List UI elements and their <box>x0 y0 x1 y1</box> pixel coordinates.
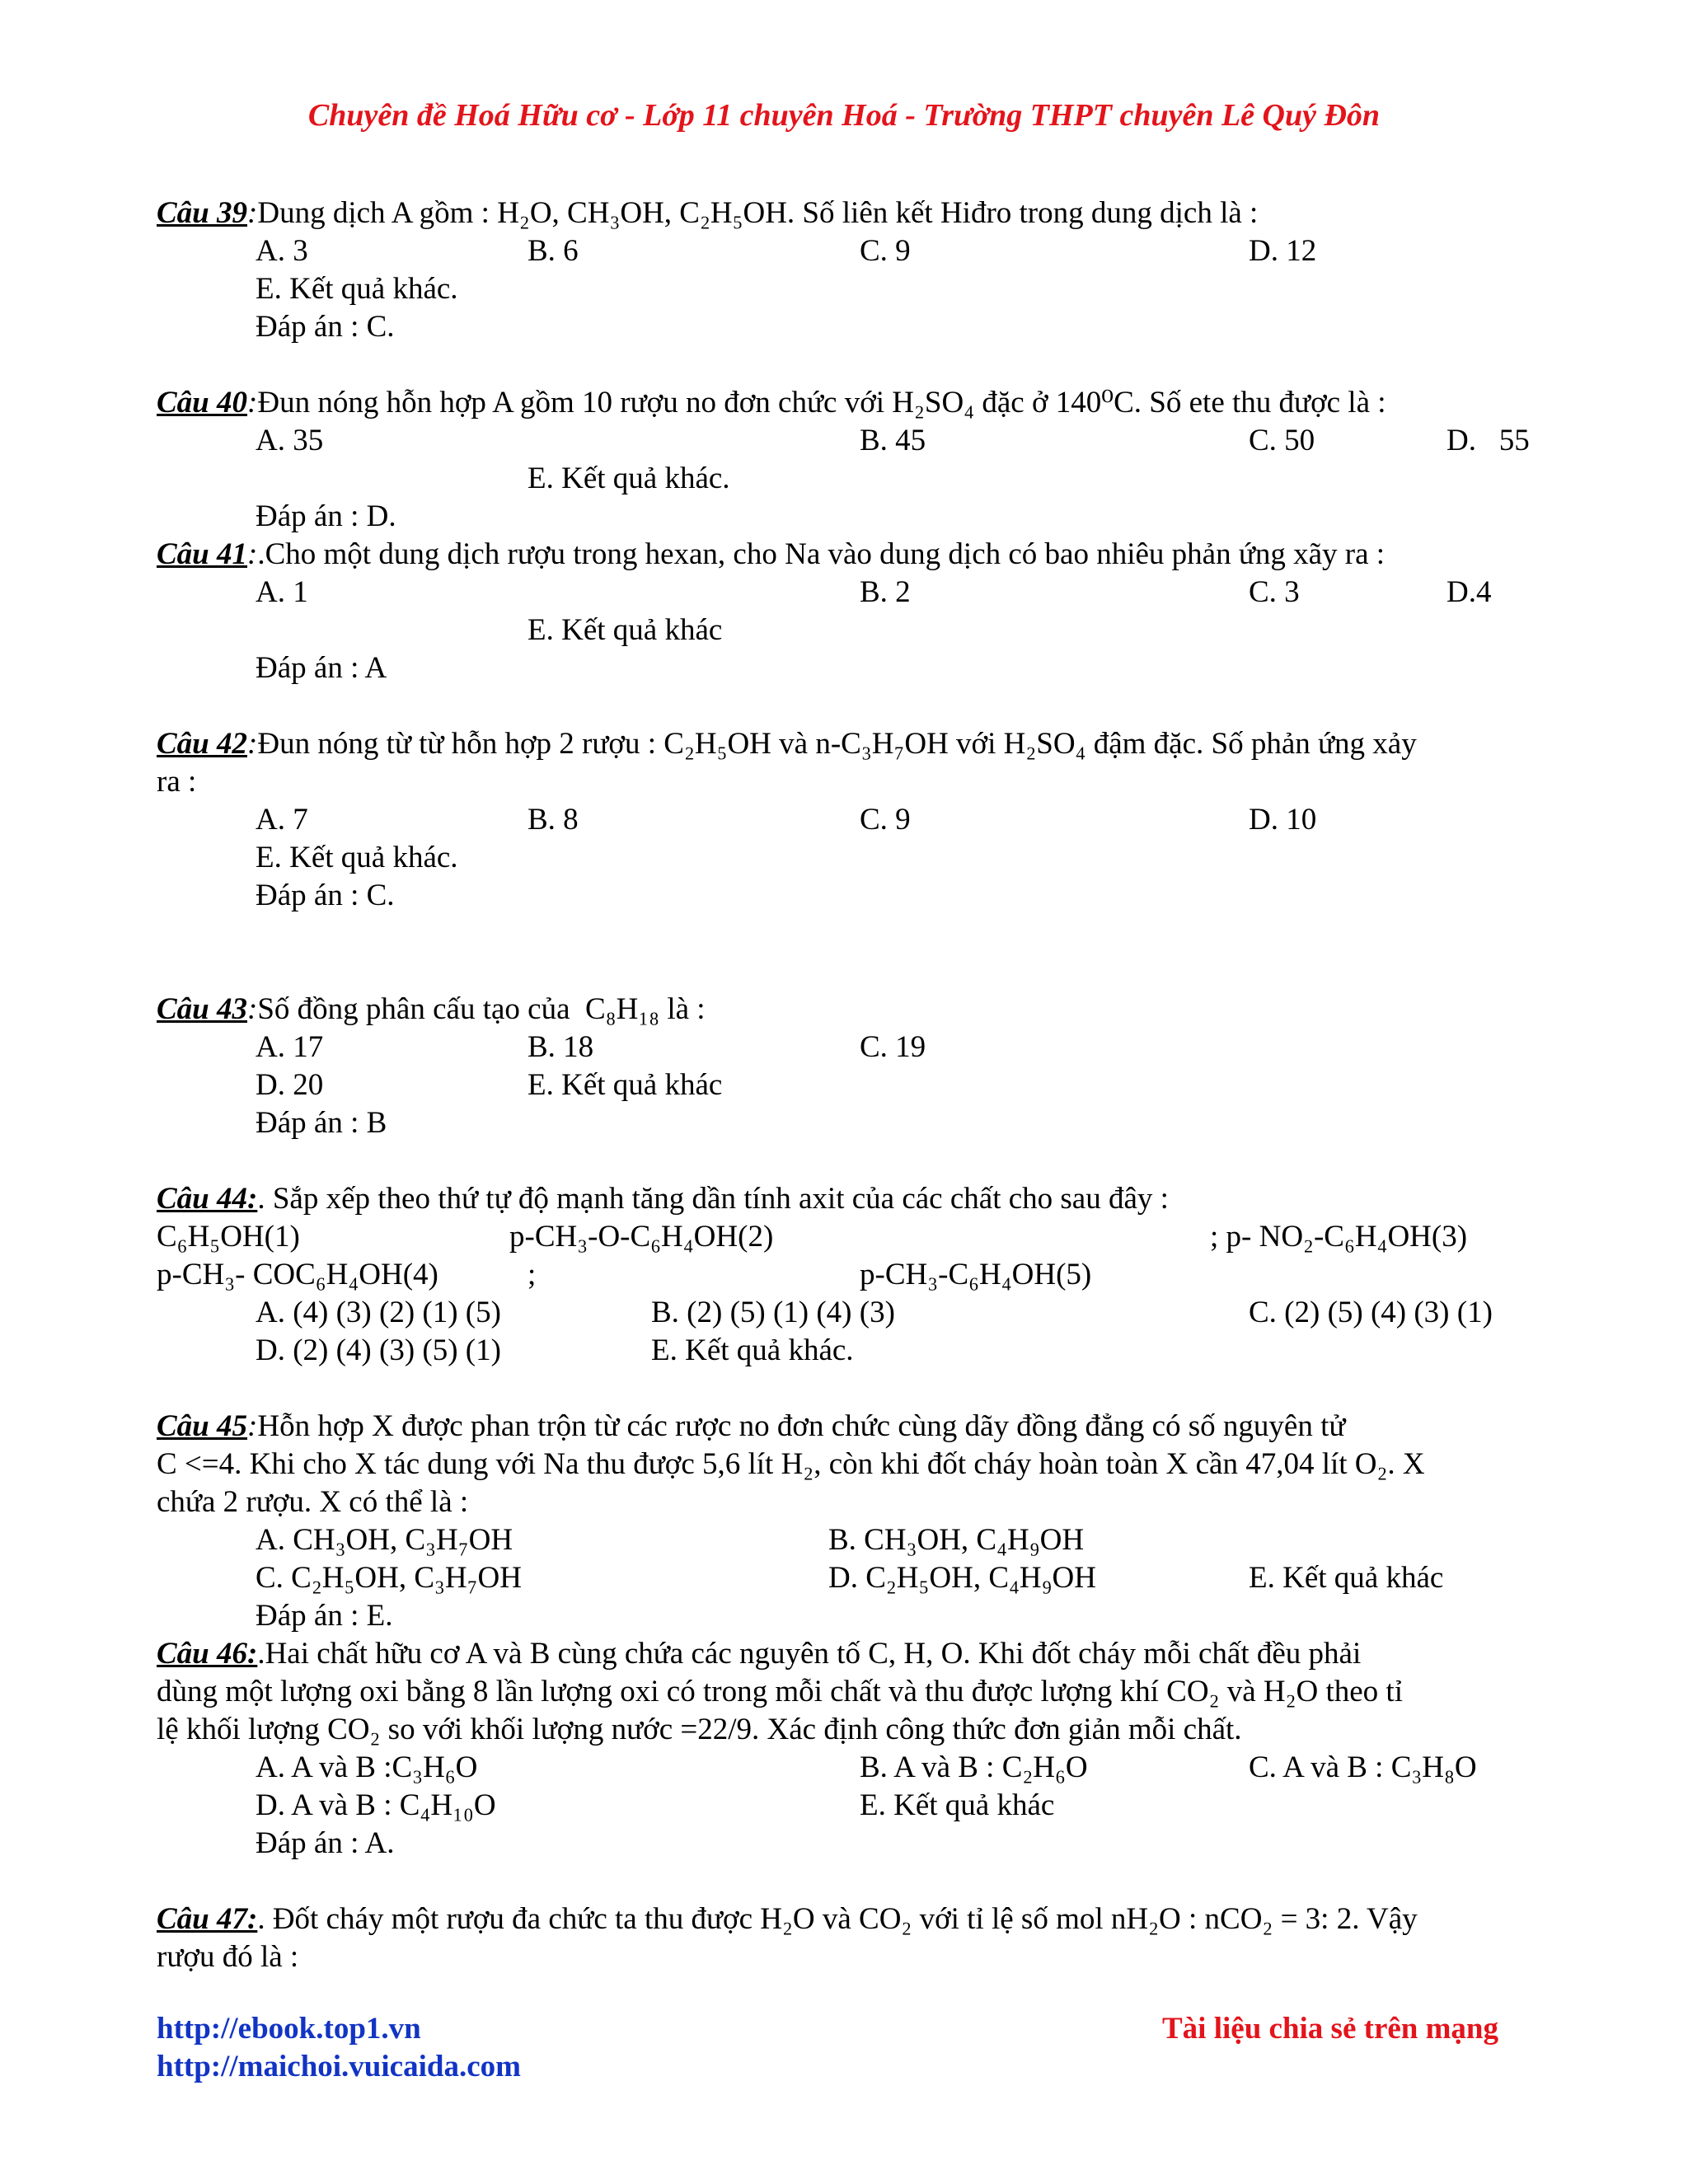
option-b: B. 2 <box>860 575 911 609</box>
question-stem-cont: rượu đó là : <box>157 1940 299 1974</box>
option-d: D.4 <box>1447 575 1492 609</box>
option-b: B. 6 <box>528 234 579 268</box>
option-a: A. 17 <box>256 1030 324 1064</box>
question-label: Câu 42 <box>157 727 248 761</box>
footer-link-ebook[interactable]: http://ebook.top1.vn <box>157 2012 421 2046</box>
option-d: D. C₂H₅OH, C₄H₉OH <box>828 1561 1096 1595</box>
compound-2: p-CH₃-O-C₆H₄OH(2) <box>509 1220 774 1254</box>
question-label: Câu 43 <box>157 992 248 1026</box>
option-e: E. Kết quả khác. <box>256 841 458 874</box>
question-label: Câu 39 <box>157 196 248 230</box>
question-stem-cont: lệ khối lượng CO₂ so với khối lượng nước =22/9. Xác định công thức đơn giản mỗi chất. <box>157 1713 1242 1746</box>
option-b: B. 18 <box>528 1030 594 1064</box>
question-41: Câu 41:.Cho một dung dịch rượu trong hexan, cho Na vào dung dịch có bao nhiêu phản ứng xãy ra : <box>157 537 1386 571</box>
question-stem: Số đồng phân cấu tạo của C₈H₁₈ là : <box>257 992 706 1026</box>
option-d: D. 55 <box>1447 424 1530 457</box>
question-stem: .Hai chất hữu cơ A và B cùng chứa các nguyên tố C, H, O. Khi đốt cháy mỗi chất đều phải <box>257 1637 1362 1671</box>
page-header: Chuyên đề Hoá Hữu cơ - Lớp 11 chuyên Hoá - Trường THPT chuyên Lê Quý Đôn <box>307 98 1381 133</box>
option-c: C. A và B : C₃H₈O <box>1249 1750 1477 1784</box>
option-c: C. 9 <box>860 234 911 268</box>
compound-3: ; p- NO₂-C₆H₄OH(3) <box>1210 1220 1468 1254</box>
option-a: A. 35 <box>256 424 324 457</box>
option-b: B. CH₃OH, C₄H₉OH <box>828 1523 1085 1557</box>
question-47 <box>157 1900 1418 1938</box>
option-e: E. Kết quả khác <box>860 1788 1055 1822</box>
question-stem: Hỗn hợp X được phan trộn từ các rược no đơn chức cùng dãy đồng đẳng có số nguyên tử <box>257 1409 1346 1443</box>
question-stem-cont: chứa 2 rượu. X có thể là : <box>157 1485 469 1519</box>
compound-4: p-CH₃- COC₆H₄OH(4) <box>157 1258 438 1291</box>
option-c: C. 50 <box>1249 424 1315 457</box>
answer: Đáp án : A <box>256 651 387 685</box>
option-c: C. C₂H₅OH, C₃H₇OH <box>256 1561 522 1595</box>
answer: Đáp án : B <box>256 1106 387 1140</box>
option-b: B. (2) (5) (1) (4) (3) <box>651 1296 895 1329</box>
question-label: Câu 40 <box>157 386 248 419</box>
option-a: A. CH₃OH, C₃H₇OH <box>256 1523 513 1557</box>
option-b: B. 8 <box>528 803 579 837</box>
option-c: C. 19 <box>860 1030 926 1064</box>
option-d: D. (2) (4) (3) (5) (1) <box>256 1333 501 1367</box>
question-46 <box>157 1635 1361 1673</box>
option-c: C. 9 <box>860 803 911 837</box>
option-a: A. 3 <box>256 234 308 268</box>
question-stem-cont: dùng một lượng oxi bằng 8 lần lượng oxi có trong mỗi chất và thu được lượng khí CO₂ và H₂O theo tỉ <box>157 1675 1403 1708</box>
option-a: A. 7 <box>256 803 308 837</box>
question-stem: Dung dịch A gồm : H₂O, CH₃OH, C₂H₅OH. Số liên kết Hiđro trong dung dịch là : <box>257 196 1259 230</box>
footer-link-maichoi[interactable]: http://maichoi.vuicaida.com <box>157 2050 521 2083</box>
question-39: Câu 39:Dung dịch A gồm : H₂O, CH₃OH, C₂H₅OH. Số liên kết Hiđro trong dung dịch là : <box>157 196 1259 230</box>
question-44 <box>157 1180 1169 1218</box>
option-e: E. Kết quả khác <box>528 613 723 647</box>
option-e: E. Kết quả khác <box>528 1068 723 1102</box>
answer: Đáp án : C. <box>256 879 395 912</box>
option-c: C. (2) (5) (4) (3) (1) <box>1249 1296 1493 1329</box>
option-b: B. A và B : C₂H₆O <box>860 1750 1088 1784</box>
option-e: E. Kết quả khác <box>1249 1561 1444 1595</box>
question-43: Câu 43:Số đồng phân cấu tạo của C₈H₁₈ là : <box>157 992 706 1026</box>
option-e: E. Kết quả khác. <box>528 462 730 495</box>
option-a: A. A và B :C₃H₆O <box>256 1750 478 1784</box>
question-stem: .Cho một dung dịch rượu trong hexan, cho Na vào dung dịch có bao nhiêu phản ứng xãy ra : <box>257 537 1386 571</box>
compound-5: p-CH₃-C₆H₄OH(5) <box>860 1258 1092 1291</box>
option-d: D. 10 <box>1249 803 1317 837</box>
question-42: Câu 42:Đun nóng từ từ hỗn hợp 2 rượu : C₂H₅OH và n-C₃H₇OH với H₂SO₄ đậm đặc. Số phản ứng xảy <box>157 727 1417 761</box>
question-stem: . Sắp xếp theo thứ tự độ mạnh tăng dần tính axit của các chất cho sau đây : <box>257 1182 1169 1216</box>
question-stem-cont: ra : <box>157 765 197 799</box>
option-c: C. 3 <box>1249 575 1300 609</box>
option-d: D. A và B : C₄H₁₀O <box>256 1788 496 1822</box>
question-label: Câu 46: <box>157 1637 258 1671</box>
question-stem-cont: C <=4. Khi cho X tác dung với Na thu được 5,6 lít H₂, còn khi đốt cháy hoàn toàn X cần 47,04 lít O₂. X <box>157 1447 1425 1481</box>
question-40: Câu 40:Đun nóng hỗn hợp A gồm 10 rượu no đơn chức với H₂SO₄ đặc ở 140⁰C. Số ete thu được là : <box>157 386 1386 419</box>
separator: ; <box>528 1258 537 1291</box>
option-d: D. 20 <box>256 1068 324 1102</box>
question-stem: . Đốt cháy một rượu đa chức ta thu được H₂O và CO₂ với tỉ lệ số mol nH₂O : nCO₂ = 3: 2. Vậy <box>257 1902 1418 1936</box>
option-e: E. Kết quả khác. <box>651 1333 854 1367</box>
answer: Đáp án : A. <box>256 1826 395 1860</box>
option-b: B. 45 <box>860 424 926 457</box>
question-stem: Đun nóng hỗn hợp A gồm 10 rượu no đơn chức với H₂SO₄ đặc ở 140⁰C. Số ete thu được là : <box>257 386 1386 419</box>
answer: Đáp án : E. <box>256 1599 393 1633</box>
option-a: A. (4) (3) (2) (1) (5) <box>256 1296 501 1329</box>
option-d: D. 12 <box>1249 234 1317 268</box>
answer: Đáp án : D. <box>256 499 396 533</box>
question-label: Câu 44: <box>157 1182 258 1216</box>
option-a: A. 1 <box>256 575 308 609</box>
footer-tagline: Tài liệu chia sẻ trên mạng <box>1162 2012 1499 2046</box>
answer: Đáp án : C. <box>256 310 395 344</box>
compound-1: C₆H₅OH(1) <box>157 1220 300 1254</box>
question-stem: Đun nóng từ từ hỗn hợp 2 rượu : C₂H₅OH và n-C₃H₇OH với H₂SO₄ đậm đặc. Số phản ứng xảy <box>257 727 1417 761</box>
option-e: E. Kết quả khác. <box>256 272 458 306</box>
question-label: Câu 45 <box>157 1409 248 1443</box>
question-label: Câu 41 <box>157 537 248 571</box>
question-label: Câu 47: <box>157 1902 258 1936</box>
question-45: Câu 45:Hỗn hợp X được phan trộn từ các rược no đơn chức cùng dãy đồng đẳng có số nguyên tử <box>157 1409 1346 1443</box>
